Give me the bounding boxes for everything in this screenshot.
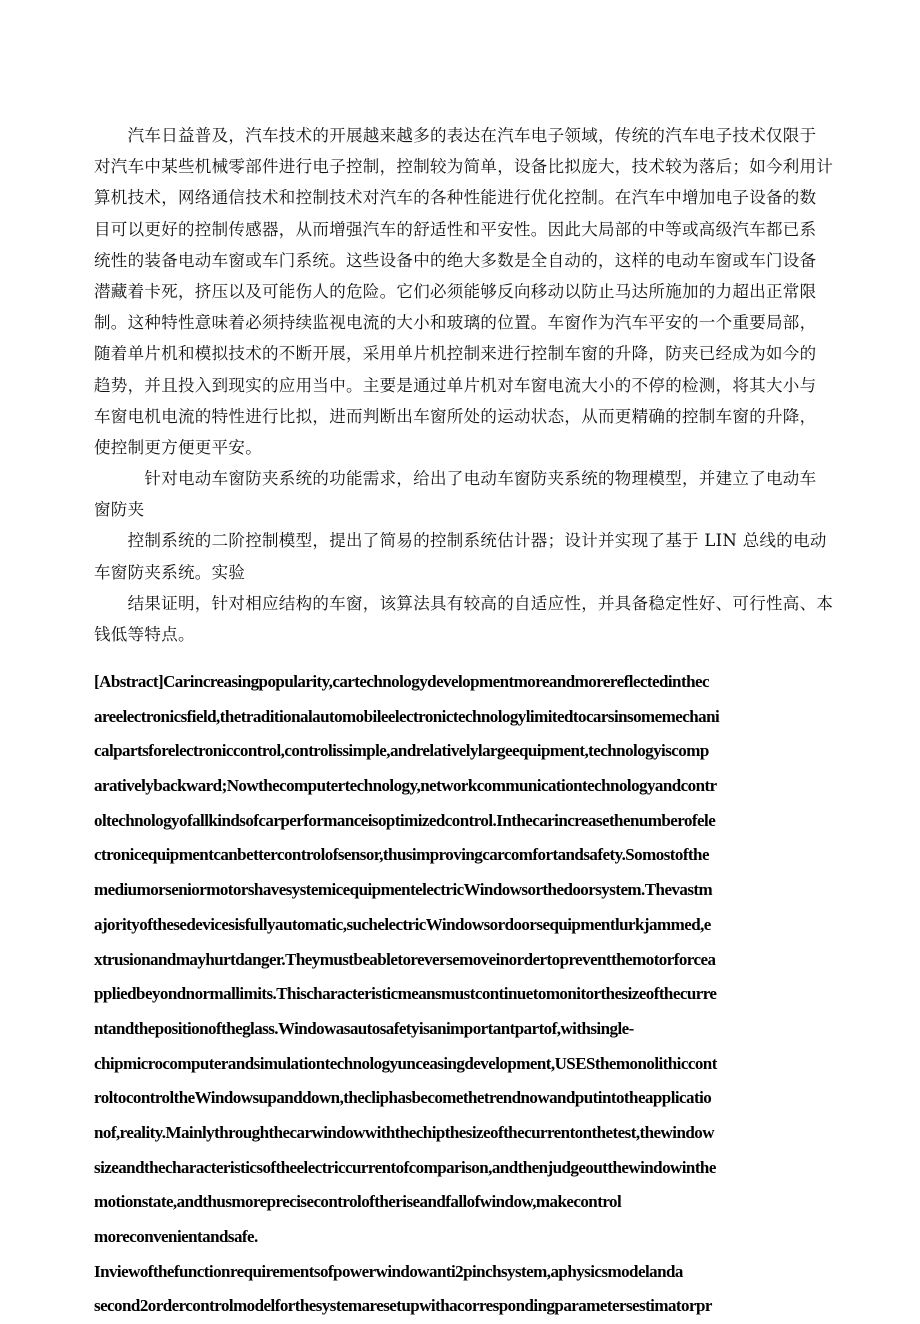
zh-line: 钱低等特点。 bbox=[94, 625, 195, 644]
en-line: calpartsforelectroniccontrol,controlissimple,andrelativelylargeequipment,technologyiscomp bbox=[94, 741, 709, 761]
en-line: oltechnologyofallkindsofcarperformanceisoptimizedcontrol.Inthecarincreasethenumberofele bbox=[94, 810, 716, 830]
zh-line: 针对电动车窗防夹系统的功能需求，给出了电动车窗防夹系统的物理模型，并建立了电动车 bbox=[94, 469, 817, 489]
en-line: mediumorseniormotorshavesystemicequipmentelectricWindowsorthedoorsystem.Thevastm bbox=[94, 880, 713, 900]
en-line: ajorityofthesedevicesisfullyautomatic,suchelectricWindowsordoorsequipmentlurkjammed,e bbox=[94, 914, 711, 934]
zh-line: 随着单片机和模拟技术的不断开展，采用单片机控制来进行控制车窗的升降，防夹已经成为如今的 bbox=[94, 344, 817, 364]
en-line: areelectronicsfield,thetraditionalautomobileelectronictechnologylimitedtocarsinsomemechani bbox=[94, 706, 720, 726]
zh-line: 车窗电机电流的特性进行比拟，进而判断出车窗所处的运动状态，从而更精确的控制车窗的升降， bbox=[94, 406, 817, 426]
en-line: moreconvenientandsafe. bbox=[94, 1227, 258, 1246]
en-line: ppliedbeyondnormallimits.Thischaracteristicmeansmustcontinuetomonitorthesizeofthecurre bbox=[94, 984, 717, 1004]
zh-line: 统性的装备电动车窗或车门系统。这些设备中的绝大多数是全自动的，这样的电动车窗或车门设备 bbox=[94, 250, 817, 270]
zh-line: 汽车日益普及，汽车技术的开展越来越多的表达在汽车电子领域，传统的汽车电子技术仅限于 bbox=[94, 126, 817, 145]
english-abstract bbox=[94, 665, 834, 1324]
zh-line: 对汽车中某些机械零部件进行电子控制，控制较为简单，设备比拟庞大，技术较为落后；如今利用计 bbox=[94, 157, 834, 177]
en-line: motionstate,andthusmoreprecisecontroloftheriseandfallofwindow,makecontrol bbox=[94, 1192, 622, 1212]
en-line: [Abstract]Carincreasingpopularity,cartechnologydevelopmentmoreandmorereflectedinthec bbox=[94, 672, 709, 691]
en-line: second2ordercontrolmodelforthesystemaresetupwithacorrespondingparametersestimatorpr bbox=[94, 1296, 712, 1316]
zh-line: 算机技术，网络通信技术和控制技术对汽车的各种性能进行优化控制。在汽车中增加电子设备的数 bbox=[94, 188, 817, 208]
zh-line: 结果证明，针对相应结构的车窗，该算法具有较高的自适应性，并具备稳定性好、可行性高、本 bbox=[94, 593, 834, 613]
zh-line: 潜藏着卡死，挤压以及可能伤人的危险。它们必须能够反向移动以防止马达所施加的力超出正常限 bbox=[94, 281, 817, 301]
en-line: arativelybackward;Nowthecomputertechnology,networkcommunicationtechnologyandcontr bbox=[94, 776, 717, 796]
en-line: sizeandthecharacteristicsoftheelectriccurrentofcomparison,andthenjudgeoutthewindowinthe bbox=[94, 1157, 716, 1177]
en-line: chipmicrocomputerandsimulationtechnologyunceasingdevelopment,USESthemonolithiccont bbox=[94, 1053, 717, 1073]
zh-line: 制。这种特性意味着必须持续监视电流的大小和玻璃的位置。车窗作为汽车平安的一个重要局部， bbox=[94, 313, 817, 333]
zh-line: 车窗防夹系统。实验 bbox=[94, 562, 246, 582]
chinese-abstract bbox=[94, 120, 834, 650]
zh-line: 目可以更好的控制传感器，从而增强汽车的舒适性和平安性。因此大局部的中等或高级汽车都已系 bbox=[94, 219, 817, 239]
zh-line: 趋势，并且投入到现实的应用当中。主要是通过单片机对车窗电流大小的不停的检测，将其大小与 bbox=[94, 375, 817, 395]
en-line: xtrusionandmayhurtdanger.Theymustbeabletoreversemoveinordertopreventthemotorforcea bbox=[94, 949, 716, 969]
zh-line: 窗防夹 bbox=[94, 500, 145, 520]
en-line: roltocontroltheWindowsupanddown,thecliphasbecomethetrendnowandputintotheapplicatio bbox=[94, 1088, 712, 1108]
en-line: ctronicequipmentcanbettercontrolofsensor,thusimprovingcarcomfortandsafety.Somostofthe bbox=[94, 845, 709, 865]
en-line: Inviewofthefunctionrequirementsofpowerwindowanti2pinchsystem,aphysicsmodelanda bbox=[94, 1261, 683, 1281]
en-line: nof,reality.Mainlythroughthecarwindowwiththechipthesizeofthecurrentonthetest,thewindow bbox=[94, 1122, 714, 1142]
zh-line: 控制系统的二阶控制模型，提出了简易的控制系统估计器；设计并实现了基于 LIN 总线的电动 bbox=[94, 531, 827, 551]
en-line: ntandthepositionoftheglass.Windowasautosafetyisanimportantpartof,withsingle- bbox=[94, 1018, 634, 1038]
zh-line: 使控制更方便更平安。 bbox=[94, 437, 262, 457]
